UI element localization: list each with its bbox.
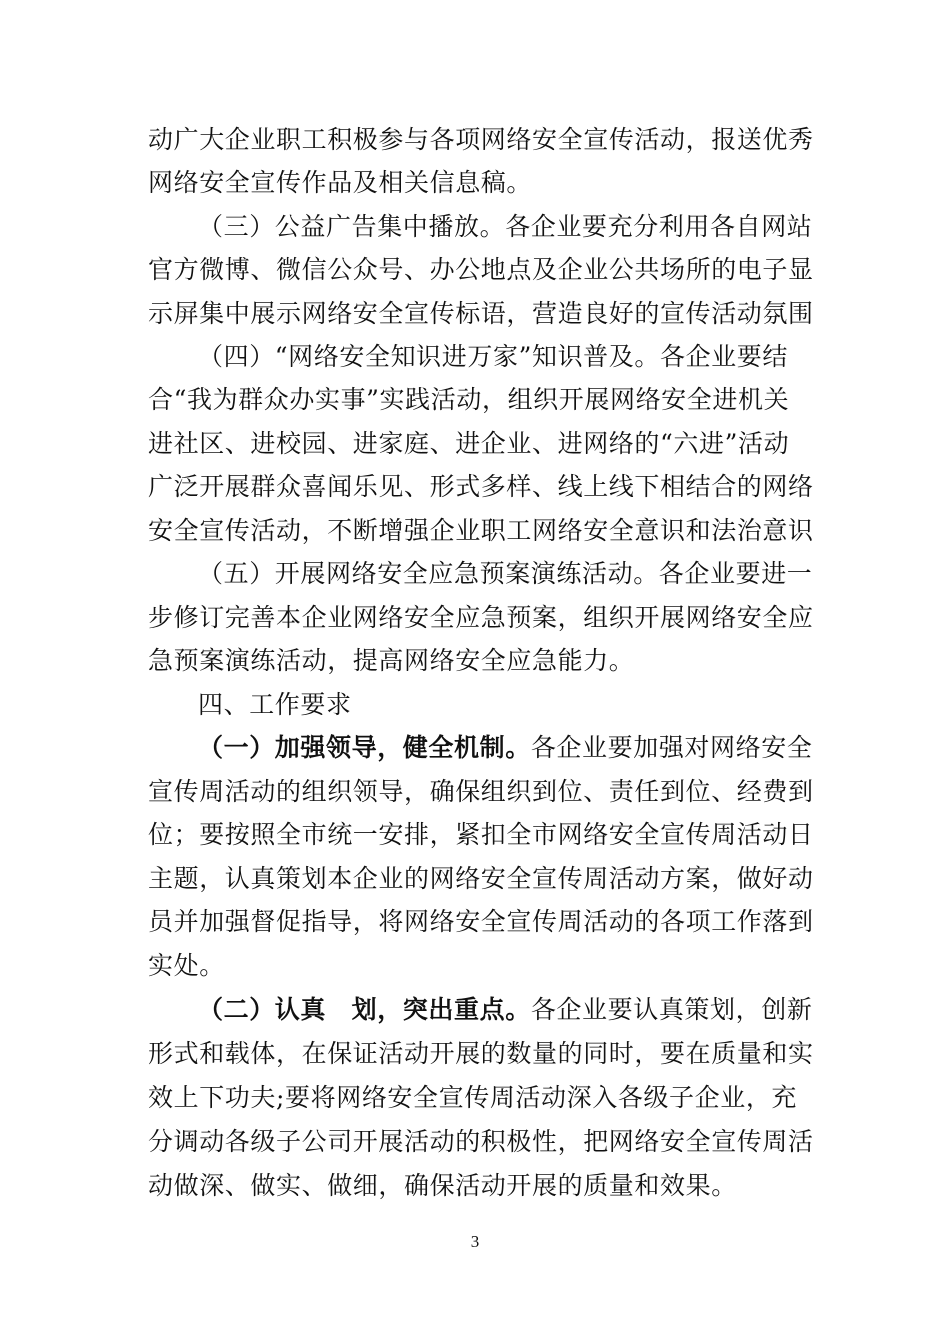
text-line: （五）开展网络安全应急预案演练活动。各企业要进一: [198, 559, 813, 588]
text-line: 主题，认真策划本企业的网络安全宣传周活动方案，做好动: [148, 864, 814, 893]
text-line: 进社区、进校园、进家庭、进企业、进网络的“六进”活动: [148, 429, 790, 458]
text-line: 动做深、做实、做细，确保活动开展的质量和效果。: [148, 1171, 737, 1200]
bold-lead: （一）加强领导，健全机制。: [198, 733, 531, 762]
lead-rest: 各企业要加强对网络安全: [530, 733, 813, 762]
text-line: 广泛开展群众喜闻乐见、形式多样、线上线下相结合的网络: [148, 472, 814, 501]
text-line: 员并加强督促指导，将网络安全宣传周活动的各项工作落到: [148, 907, 814, 936]
text-line: 位；要按照全市统一安排，紧扣全市网络安全宣传周活动日: [148, 820, 814, 849]
text-line: [198, 731, 812, 765]
text-line: 合“我为群众办实事”实践活动，组织开展网络安全进机关: [148, 385, 790, 414]
text-line: （四）“网络安全知识进万家”知识普及。各企业要结: [198, 342, 788, 371]
lead-rest: 各企业要认真策划，创新: [530, 995, 813, 1024]
text-line: 安全宣传活动，不断增强企业职工网络安全意识和法治意识: [148, 516, 814, 545]
text-line: [198, 993, 812, 1027]
bold-lead: （二）认真 划，突出重点。: [198, 995, 531, 1024]
text-line: 形式和载体，在保证活动开展的数量的同时，要在质量和实: [148, 1039, 814, 1068]
text-line: 急预案演练活动，提高网络安全应急能力。: [148, 646, 635, 675]
text-line: 实处。: [148, 951, 225, 980]
text-line: （三）公益广告集中播放。各企业要充分利用各自网站: [198, 212, 813, 241]
text-line: 官方微博、微信公众号、办公地点及企业公共场所的电子显: [148, 255, 814, 284]
text-line: 宣传周活动的组织领导，确保组织到位、责任到位、经费到: [148, 777, 814, 806]
text-line: 分调动各级子公司开展活动的积极性，把网络安全宣传周活: [148, 1127, 814, 1156]
text-line: 网络安全宣传作品及相关信息稿。: [148, 168, 533, 197]
section-heading: 四、工作要求: [198, 690, 352, 719]
page-number: 3: [470, 1232, 480, 1251]
text-line: 示屏集中展示网络安全宣传标语，营造良好的宣传活动氛围: [148, 299, 814, 328]
text-line: 动广大企业职工积极参与各项网络安全宣传活动，报送优秀: [148, 125, 814, 154]
text-line: 步修订完善本企业网络安全应急预案，组织开展网络安全应: [148, 603, 814, 632]
text-line: 效上下功夫;要将网络安全宣传周活动深入各级子企业，充: [148, 1083, 798, 1112]
